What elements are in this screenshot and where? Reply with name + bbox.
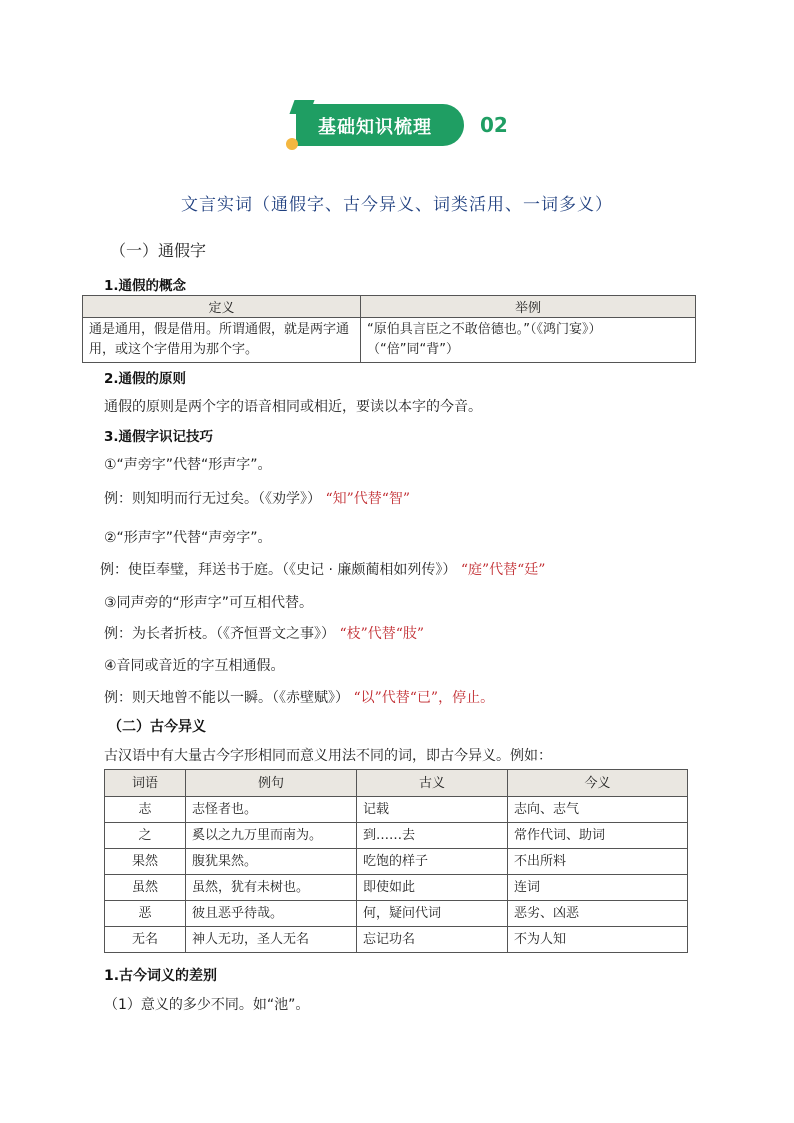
tip-example bbox=[104, 623, 424, 643]
tip-example-text: 例：使臣奉璧，拜送书于庭。（《史记 · 廉颇蔺相如列传》） bbox=[100, 562, 457, 578]
table-row bbox=[105, 823, 688, 849]
cell-modern: 连词 bbox=[508, 875, 688, 901]
tip-note: “以”代替“已”，停止。 bbox=[353, 690, 495, 706]
ancient-modern-table bbox=[104, 769, 688, 953]
section2-intro: 古汉语中有大量古今字形相同而意义用法不同的词，即古今异义。例如： bbox=[104, 748, 552, 764]
tip-example-text: 例：则知明而行无过矣。（《劝学》） bbox=[104, 491, 321, 507]
cell-word: 之 bbox=[105, 823, 186, 849]
cell-word: 果然 bbox=[105, 849, 186, 875]
cell-ancient: 忘记功名 bbox=[357, 927, 508, 953]
example-cell bbox=[361, 318, 696, 363]
banner-number: 02 bbox=[480, 113, 508, 137]
section-banner bbox=[296, 104, 508, 146]
tip-note: “庭”代替“廷” bbox=[460, 562, 546, 578]
cell-word: 恶 bbox=[105, 901, 186, 927]
table-row bbox=[83, 318, 696, 363]
tips-heading: 3.通假字识记技巧 bbox=[104, 429, 214, 445]
cell-sentence: 神人无功，圣人无名 bbox=[186, 927, 357, 953]
banner-title: 基础知识梳理 bbox=[318, 117, 432, 138]
table-row bbox=[105, 901, 688, 927]
header-example: 举例 bbox=[361, 296, 696, 318]
cell-word: 虽然 bbox=[105, 875, 186, 901]
cell-modern: 志向、志气 bbox=[508, 797, 688, 823]
section1-title: （一）通假字 bbox=[110, 241, 207, 260]
definition-line: 用，或这个字借用为那个字。 bbox=[89, 342, 259, 357]
principle-heading: 2.通假的原则 bbox=[104, 371, 187, 387]
table-row bbox=[105, 927, 688, 953]
example-line: （“倍”同“背”） bbox=[367, 342, 459, 357]
header-word: 词语 bbox=[105, 770, 186, 797]
tip-example bbox=[104, 488, 410, 508]
cell-word: 无名 bbox=[105, 927, 186, 953]
concept-heading: 1.通假的概念 bbox=[104, 278, 187, 294]
banner-dot bbox=[286, 138, 298, 150]
cell-ancient: 吃饱的样子 bbox=[357, 849, 508, 875]
table-row bbox=[105, 849, 688, 875]
cell-modern: 不出所料 bbox=[508, 849, 688, 875]
table-header-row bbox=[105, 770, 688, 797]
cell-ancient: 记载 bbox=[357, 797, 508, 823]
tip-rule: ①“声旁字”代替“形声字”。 bbox=[104, 457, 272, 473]
tip-rule: ③同声旁的“形声字”可互相代替。 bbox=[104, 595, 314, 611]
cell-sentence: 奚以之九万里而南为。 bbox=[186, 823, 357, 849]
header-modern: 今义 bbox=[508, 770, 688, 797]
page-subheading: 文言实词（通假字、古今异义、词类活用、一词多义） bbox=[181, 195, 613, 215]
section2-title: （二）古今异义 bbox=[108, 719, 206, 735]
tip-example bbox=[100, 559, 545, 579]
definition-table bbox=[82, 295, 696, 363]
cell-sentence: 彼且恶乎待哉。 bbox=[186, 901, 357, 927]
tip-example bbox=[104, 687, 494, 707]
cell-word: 志 bbox=[105, 797, 186, 823]
header-ancient: 古义 bbox=[357, 770, 508, 797]
tip-rule: ②“形声字”代替“声旁字”。 bbox=[104, 530, 272, 546]
cell-modern: 常作代词、助词 bbox=[508, 823, 688, 849]
table-row bbox=[105, 875, 688, 901]
cell-sentence: 志怪者也。 bbox=[186, 797, 357, 823]
cell-modern: 不为人知 bbox=[508, 927, 688, 953]
principle-text: 通假的原则是两个字的语音相同或相近，要读以本字的今音。 bbox=[104, 399, 482, 415]
definition-line: 通是通用，假是借用。所谓通假，就是两字通 bbox=[89, 322, 350, 337]
cell-sentence: 腹犹果然。 bbox=[186, 849, 357, 875]
cell-ancient: 到……去 bbox=[357, 823, 508, 849]
cell-sentence: 虽然，犹有未树也。 bbox=[186, 875, 357, 901]
tip-note: “知”代替“智” bbox=[325, 491, 411, 507]
tip-note: “枝”代替“肢” bbox=[339, 626, 425, 642]
cell-ancient: 何，疑问代词 bbox=[357, 901, 508, 927]
header-sentence: 例句 bbox=[186, 770, 357, 797]
definition-cell bbox=[83, 318, 361, 363]
diff-heading: 1.古今词义的差别 bbox=[104, 968, 218, 984]
example-line: “原伯具言臣之不敢倍德也。”（《鸿门宴》） bbox=[367, 322, 602, 337]
diff-text: （1）意义的多少不同。如“池”。 bbox=[104, 997, 310, 1013]
table-row bbox=[105, 797, 688, 823]
header-definition: 定义 bbox=[83, 296, 361, 318]
tip-rule: ④音同或音近的字互相通假。 bbox=[104, 658, 285, 674]
tip-example-text: 例：则天地曾不能以一瞬。（《赤壁赋》） bbox=[104, 690, 349, 706]
tip-example-text: 例：为长者折枝。（《齐恒晋文之事》） bbox=[104, 626, 335, 642]
cell-ancient: 即使如此 bbox=[357, 875, 508, 901]
cell-modern: 恶劣、凶恶 bbox=[508, 901, 688, 927]
table-header-row bbox=[83, 296, 696, 318]
